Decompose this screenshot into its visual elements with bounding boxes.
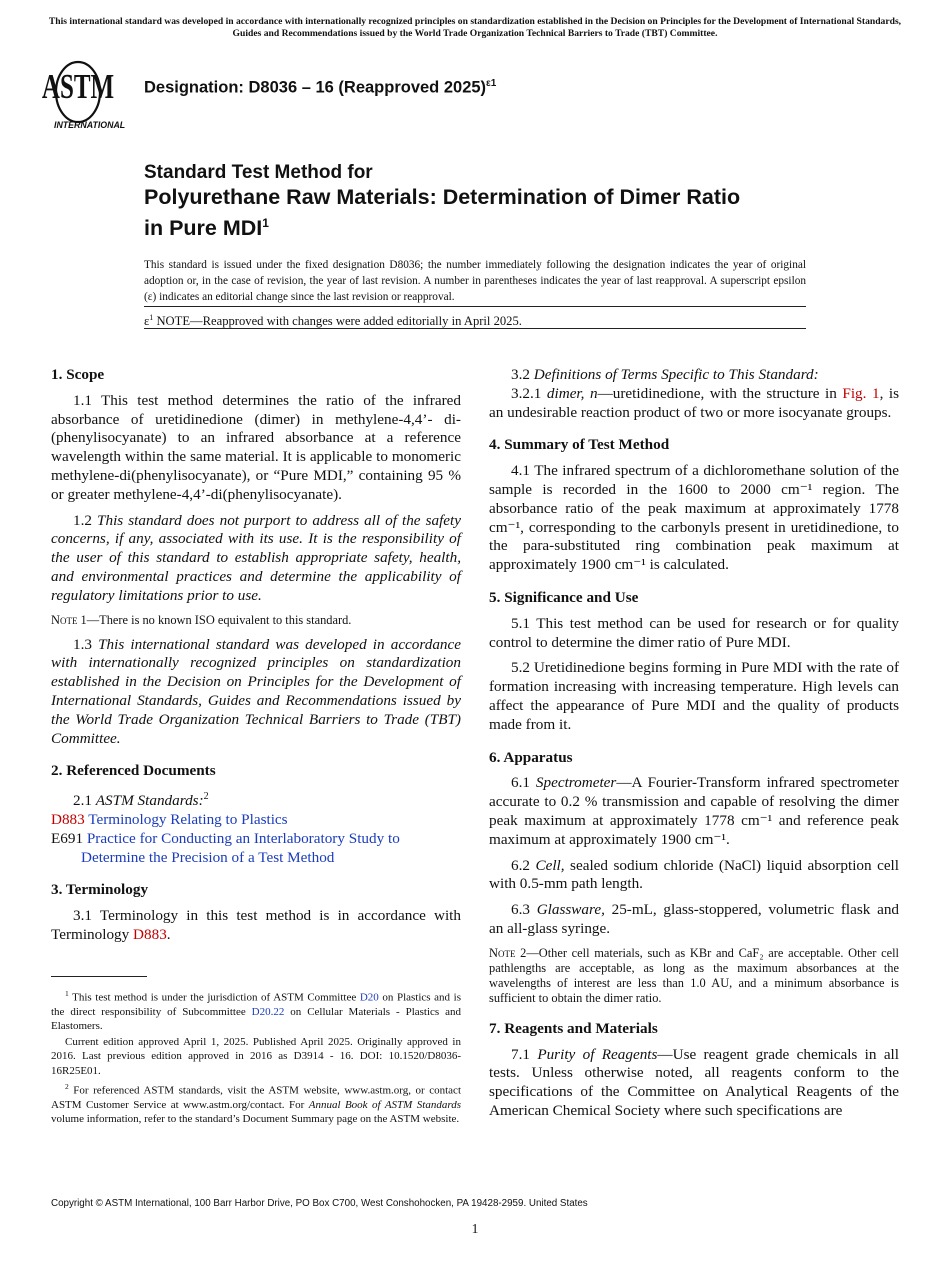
paragraph-3-1: 3.1 Terminology in this test method is in accordance with Terminology D883. bbox=[51, 907, 461, 943]
paragraph-4-1: 4.1 The infrared spectrum of a dichloromethane solution of the sample is recorded in the 1600 to 2000 cm⁻¹ region. The absorbance ratio of the peak maximum at approximately 1778 cm⁻¹, corresponding to the carbonyls present in uretidinedione, to the para-substituted ring combination peak maximum at approximately 1900 cm⁻¹ is calculated. bbox=[489, 462, 899, 574]
reference-e691[interactable]: E691 Practice for Conducting an Interlaboratory Study to Determine the Precision of a Test Method bbox=[51, 829, 400, 866]
designation bbox=[144, 78, 496, 98]
link-d883[interactable]: D883 bbox=[133, 925, 167, 943]
section-heading: 2. Referenced Documents bbox=[51, 762, 216, 780]
issue-note: This standard is issued under the fixed designation D8036; the number immediately following the designation indicates the year of original adoption or, in the case of revision, the year of last revision. A number in parentheses indicates the year of last reapproval. A superscript epsilon (ε) indicates an editorial change since the last revision or reapproval. bbox=[144, 259, 806, 303]
paragraph-1-1: 1.1 This test method determines the ratio of the infrared absorbance of uretidinedione (dimer) in methylene-4,4’- di-(phenylisocyanate) to an infrared absorbance at a reference wavelength within the same material. It is applicable to monomeric methylene-di(phenylisocyanate), or “Pure MDI,” containing 95 % or greater methylene-4,4’-di(phenylisocyanate). bbox=[51, 391, 461, 503]
paragraph-6-2: 6.2 Cell, sealed sodium chloride (NaCl) liquid absorption cell with 0.5-mm path length. bbox=[489, 856, 899, 893]
reference-d883[interactable]: D883 Terminology Relating to Plastics bbox=[51, 811, 288, 828]
link-d20-22[interactable]: D20.22 bbox=[251, 1005, 285, 1018]
footnote-1-edition: Current edition approved April 1, 2025. Published April 2025. Originally approved in 2016. Last previous edition approved in 2016 as D3914 - 16. DOI: 10.1520/D8036-16R25E01. bbox=[51, 1036, 461, 1077]
ref-link-d883[interactable]: D883 bbox=[51, 811, 85, 828]
right-column bbox=[489, 366, 899, 1128]
paragraph-2-1: 2.1 ASTM Standards:$^2$ bbox=[73, 791, 209, 810]
paragraph-3-2-1: 3.2.1 dimer, n—uretidinedione, with the structure in Fig. 1, is an undesirable reaction product of two or more isocyanate groups. bbox=[489, 384, 900, 421]
copyright: Copyright © ASTM International, 100 Barr Harbor Drive, PO Box C700, West Conshohocken, PA 19428-2959. United States bbox=[51, 1198, 588, 1209]
page-number: 1 bbox=[471, 1221, 479, 1236]
section-heading: 4. Summary of Test Method bbox=[489, 436, 670, 454]
note-2: Note 2—Other cell materials, such as KBr and CaF₂ are acceptable. Other cell pathlengths are acceptable, as long as the maximum absorbances at the wavelengths of interest are less than 1.0 AU, and a minimum absorbance is sufficient to obtain the dimer ratio. bbox=[489, 945, 899, 1005]
footnote-2: $^2$ For referenced ASTM standards, visit the ASTM website, www.astm.org, or contact ASTM Customer Service at www.astm.org/contact. For Annual Book of ASTM Standards volume information, refer to the standard’s Document Summary page on the ASTM website. bbox=[51, 1081, 461, 1125]
editorial-note: $\varepsilon^1$ NOTE—Reapproved with changes were added editorially in April 2025. bbox=[144, 313, 522, 329]
footnote-1: $^1$ This test method is under the jurisdiction of ASTM Committee D20 on Plastics and is the direct responsibility of Subcommittee D20.22 on Cellular Materials - Plastics and Elastomers. bbox=[51, 989, 461, 1033]
title-line-1: Standard Test Method for bbox=[144, 162, 373, 183]
link-d20[interactable]: D20 bbox=[359, 991, 379, 1004]
note-1: Note 1—There is no known ISO equivalent to this standard. bbox=[51, 612, 352, 627]
section-heading: 1. Scope bbox=[51, 366, 105, 383]
paragraph-6-3: 6.3 Glassware, 25-mL, glass-stoppered, volumetric flask and an all-glass syringe. bbox=[489, 901, 900, 937]
divider bbox=[144, 328, 806, 329]
title-line-3: in Pure MDI bbox=[144, 216, 263, 241]
designation-epsilon: ε1 bbox=[486, 78, 497, 89]
paragraph-3-2: 3.2 Definitions of Terms Specific to This Standard: bbox=[511, 366, 819, 383]
designation-label: Designation: D8036 – 16 (Reapproved 2025) bbox=[144, 78, 487, 97]
section-heading: 7. Reagents and Materials bbox=[489, 1019, 658, 1037]
standard-notice: This international standard was developed in accordance with internationally recognized principles on standardization established in the Decision on Principles for the Development of International Standards, Guides and Recommendations issued by the World Trade Organization Technical Barriers to Trade (TBT) Committee. bbox=[48, 16, 902, 39]
section-heading: 3. Terminology bbox=[51, 881, 149, 899]
title-footnote-mark: 1 bbox=[262, 216, 269, 230]
paragraph-1-3: 1.3 This international standard was developed in accordance with internationally recognized principles on standardization established in the Decision on Principles for the Development of International Standards, Guides and Recommendations issued by the World Trade Organization Technical Barriers to Trade (TBT) Committee. bbox=[51, 635, 462, 747]
paragraph-5-2: 5.2 Uretidinedione begins forming in Pure MDI with the rate of formation increasing with increasing temperature. High levels can affect the appearance of Pure MDI and the quality of products made from it. bbox=[489, 659, 899, 733]
section-heading: 6. Apparatus bbox=[489, 748, 573, 766]
title-line-2: Polyurethane Raw Materials: Determination of Dimer Ratio bbox=[144, 185, 741, 209]
paragraph-6-1: 6.1 Spectrometer—A Fourier-Transform infrared spectrometer accurate to 0.2 % transmission and capable of resolving the dimer peak maximum at approximately 1778 cm⁻¹ and reference peak maximum at approximately 1900 cm⁻¹. bbox=[489, 774, 899, 848]
footnote-divider bbox=[51, 976, 147, 977]
astm-logo bbox=[41, 56, 136, 132]
document-title bbox=[144, 161, 844, 241]
ref-link-e691[interactable]: Practice for Conducting an Interlaboratory Study to Determine the Precision of a Test Method bbox=[81, 829, 400, 866]
left-column bbox=[51, 366, 461, 952]
footnotes bbox=[51, 987, 461, 1128]
link-fig-1[interactable]: Fig. 1 bbox=[842, 384, 880, 402]
logo-wordmark: INTERNATIONAL bbox=[54, 120, 126, 130]
paragraph-7-1: 7.1 Purity of Reagents—Use reagent grade chemicals in all tests. Unless otherwise noted, all reagents conform to the specifications of the Committee on Analytical Reagents of the American Chemical Society where such specifications are bbox=[489, 1045, 899, 1119]
paragraph-5-1: 5.1 This test method can be used for research or for quality control to determine the dimer ratio of Pure MDI. bbox=[489, 614, 899, 651]
paragraph-1-2: 1.2 This standard does not purport to address all of the safety concerns, if any, associated with its use. It is the responsibility of the user of this standard to establish appropriate safety, health, and environmental practices and determine the applicability of regulatory limitations prior to use. bbox=[51, 511, 462, 604]
divider bbox=[144, 306, 806, 307]
logo-mark: ASTM bbox=[41, 66, 115, 107]
section-heading: 5. Significance and Use bbox=[489, 588, 639, 606]
